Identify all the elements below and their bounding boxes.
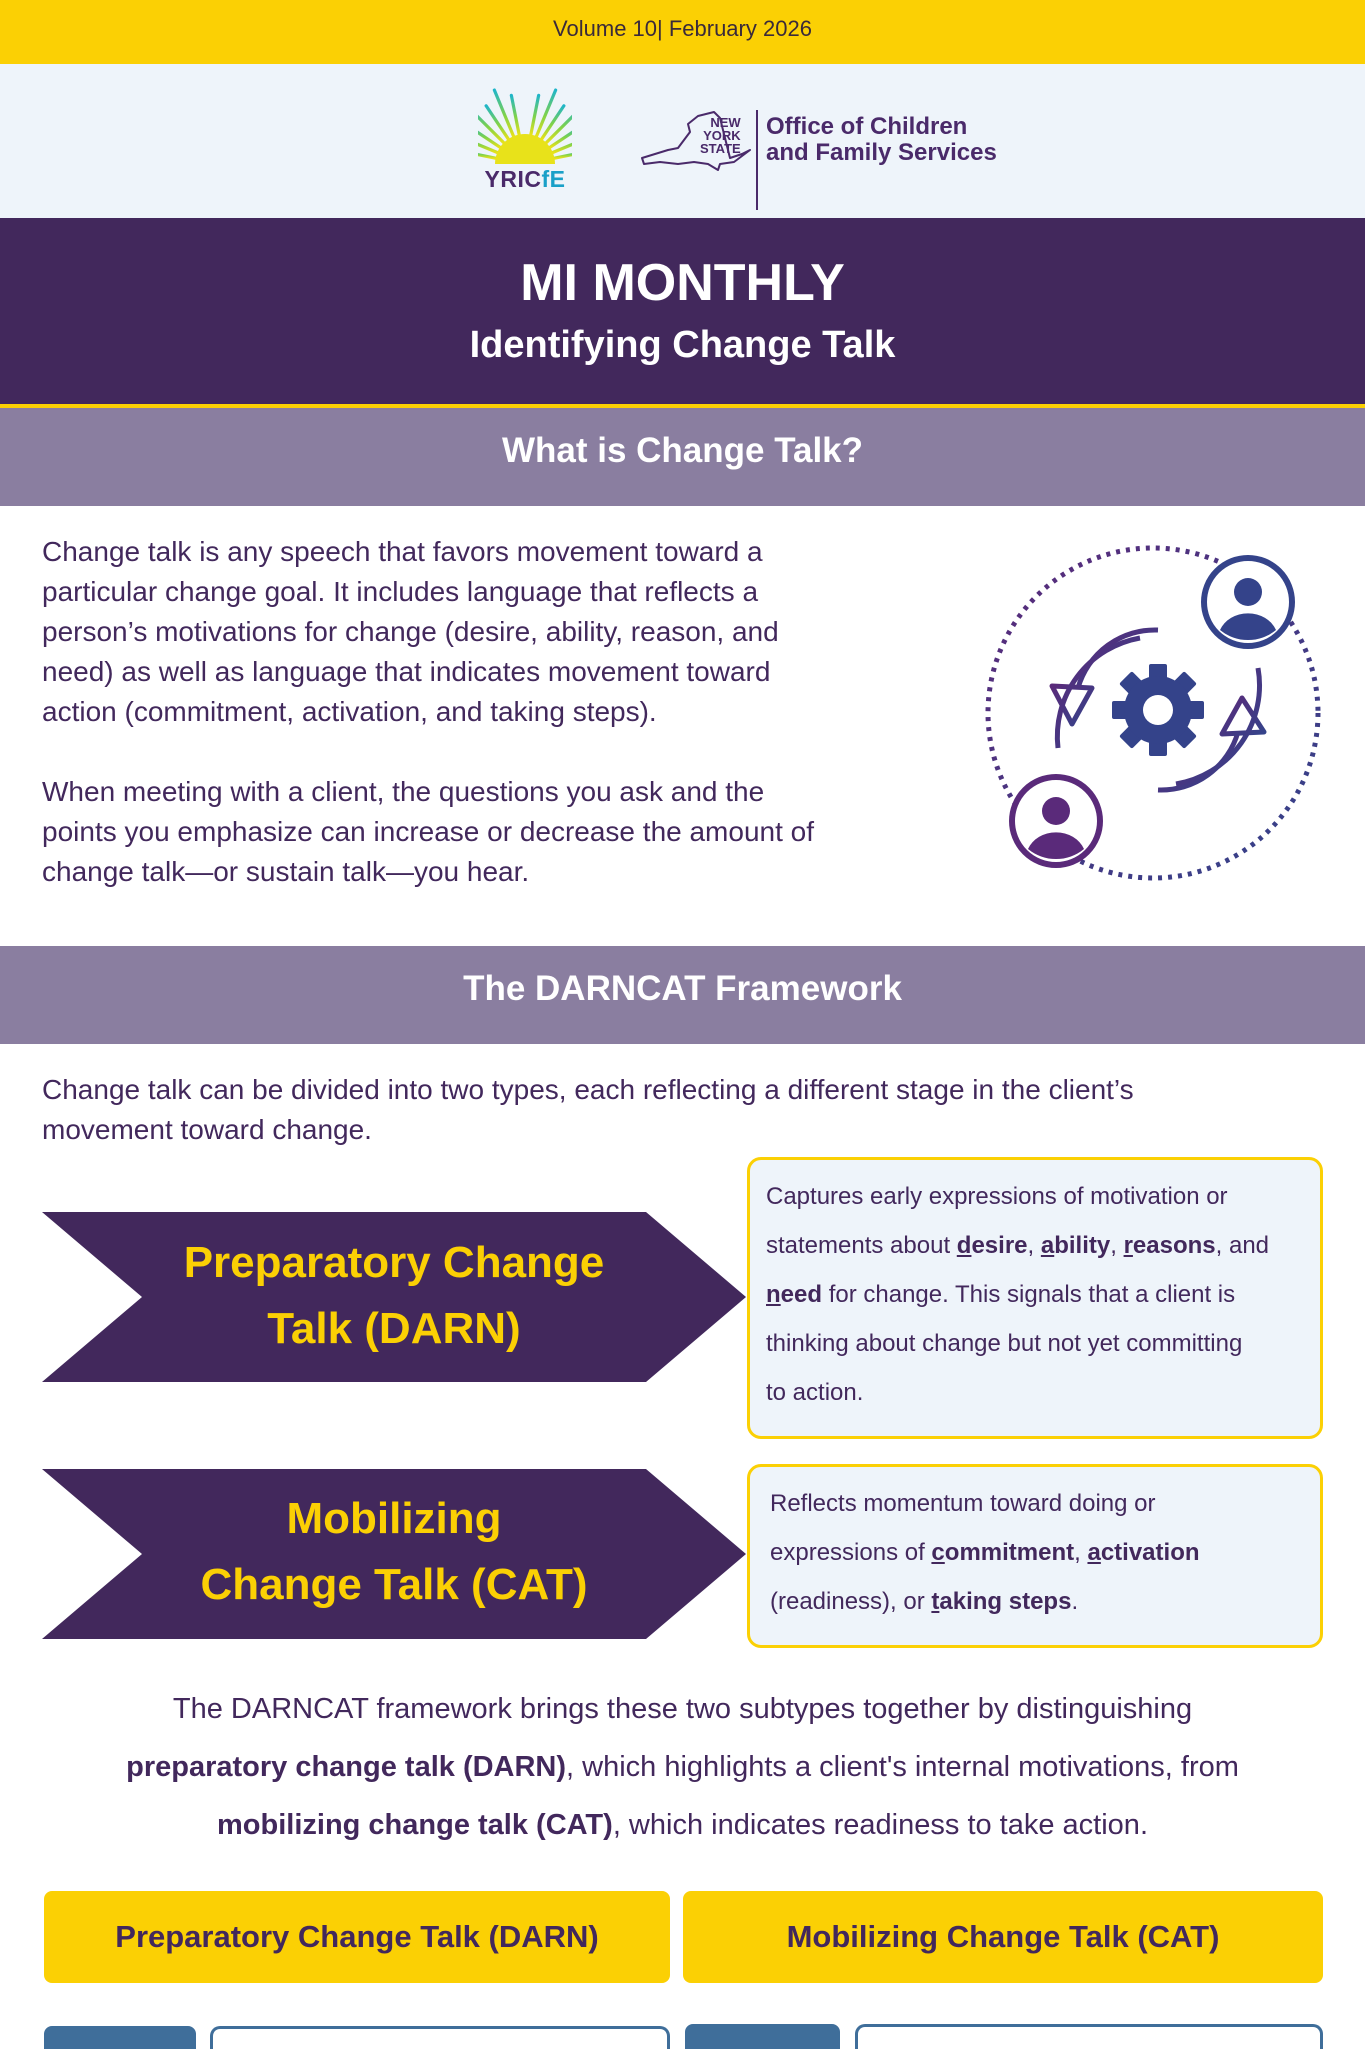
nys-wordmark: NEW YORK STATE	[700, 115, 741, 156]
logo-divider	[756, 110, 758, 210]
section-heading-what-is: What is Change Talk?	[501, 431, 864, 470]
person-icon	[1204, 558, 1292, 646]
darn-card-tab	[44, 2026, 196, 2049]
mobilizing-description: Reflects momentum toward doing or expressions of commitment, activation (readiness), or taking steps.	[747, 1464, 1323, 1648]
what-is-paragraph-2: When meeting with a client, the questions you ask and the points you emphasize can increase or decrease the amount of change talk—or sustain talk—you hear.	[42, 776, 815, 887]
preparatory-label: Preparatory Change Talk (DARN)	[183, 1238, 605, 1353]
section-heading-darncat: The DARNCAT Framework	[463, 969, 902, 1008]
issue-line: Volume 10| February 2026	[553, 16, 812, 41]
sunburst-logo-icon	[478, 78, 572, 168]
darn-tab-button[interactable]: Preparatory Change Talk (DARN)	[44, 1891, 670, 1983]
change-cycle-icon	[980, 538, 1330, 888]
what-is-paragraph-1: Change talk is any speech that favors movement toward a particular change goal. It includes language that reflects a person’s motivations for change (desire, ability, reason, and need) as well as language that indicates movement toward action (commitment, activation, and taking steps).	[42, 536, 779, 727]
darn-card	[210, 2026, 670, 2049]
person-icon	[1012, 777, 1100, 865]
newsletter-subtitle: Identifying Change Talk	[469, 324, 896, 366]
mobilizing-label: Mobilizing Change Talk (CAT)	[200, 1494, 588, 1609]
preparatory-description: Captures early expressions of motivation or statements about desire, ability, reasons, and need for change. This signals that a client is thinking about change but not yet committing to action.	[747, 1157, 1323, 1439]
yricfe-wordmark: YRICfE	[484, 166, 566, 192]
agency-name: Office of Children and Family Services	[766, 113, 997, 166]
newsletter-title: MI MONTHLY	[520, 254, 845, 312]
darncat-summary: The DARNCAT framework brings these two subtypes together by distinguishing preparatory change talk (DARN), which highlights a client's internal motivations, from mobilizing change talk (CAT), which indicates readiness to take action.	[126, 1693, 1239, 1841]
darncat-intro: Change talk can be divided into two types, each reflecting a different stage in the client’s movement toward change.	[42, 1074, 1134, 1145]
cat-tab-button[interactable]: Mobilizing Change Talk (CAT)	[683, 1891, 1323, 1983]
cat-card	[855, 2024, 1323, 2049]
cat-card-tab	[685, 2024, 840, 2049]
gear-icon	[1112, 664, 1204, 756]
